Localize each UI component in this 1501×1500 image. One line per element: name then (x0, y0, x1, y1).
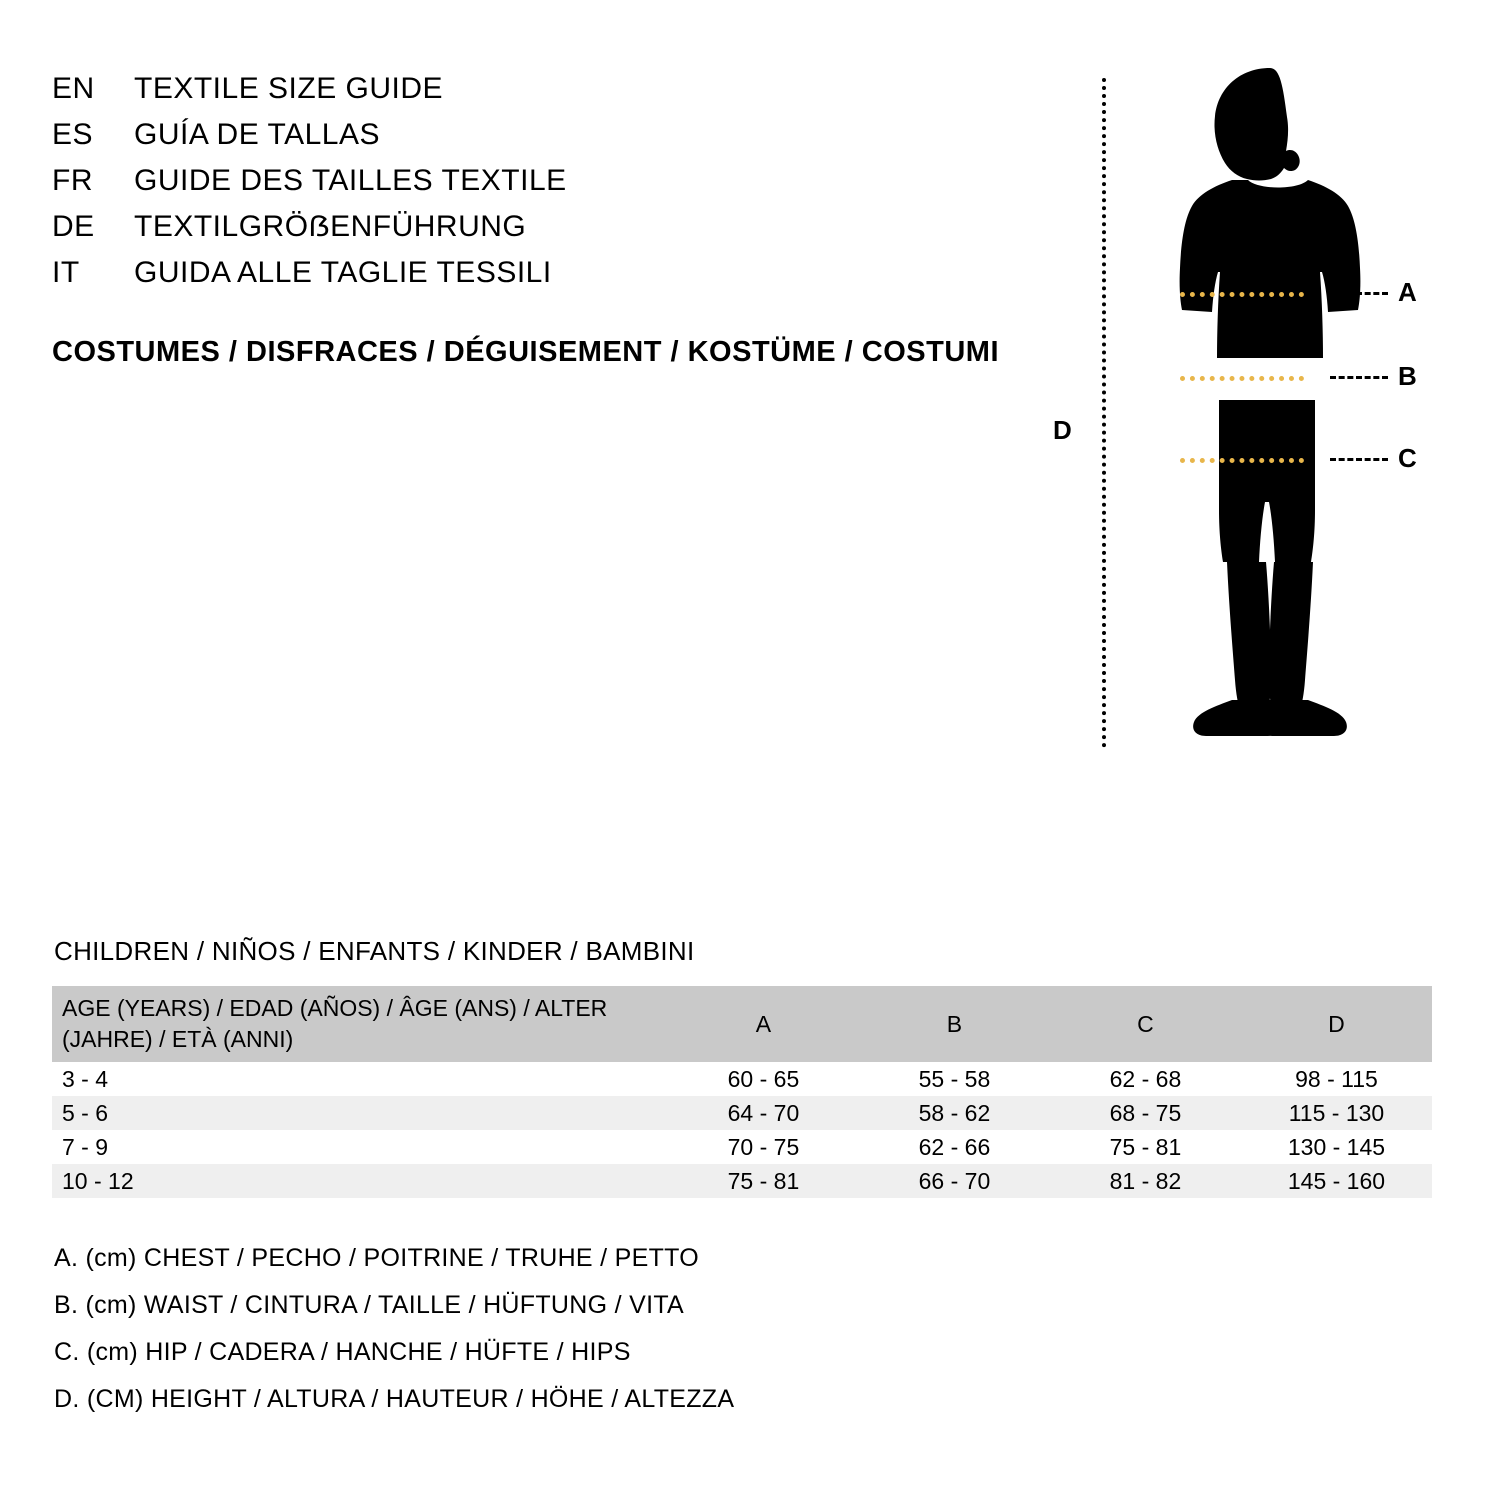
child-silhouette-icon (1120, 60, 1420, 740)
cell-a: 75 - 81 (727, 1167, 800, 1194)
cell-age: 5 - 6 (62, 1099, 109, 1126)
table-body (52, 1062, 1432, 1198)
language-row-fr (52, 164, 1052, 210)
cell-age: 10 - 12 (62, 1167, 134, 1194)
legend-note-d: D. (CM) HEIGHT / ALTURA / HAUTEUR / HÖHE / ALTEZZA (54, 1385, 735, 1413)
language-title-block (52, 72, 1052, 302)
language-code-en: EN (52, 72, 95, 105)
language-code-fr: FR (52, 164, 93, 197)
table-row (52, 1130, 1432, 1164)
cell-age: 7 - 9 (62, 1133, 109, 1160)
column-header-c: C (1137, 1010, 1154, 1037)
table-row (52, 1164, 1432, 1198)
cell-a: 64 - 70 (727, 1099, 800, 1126)
table-group-label: CHILDREN / NIÑOS / ENFANTS / KINDER / BAMBINI (54, 936, 695, 966)
chest-band-a (1180, 292, 1304, 297)
page-subtitle: COSTUMES / DISFRACES / DÉGUISEMENT / KOSTÜME / COSTUMI (52, 336, 999, 368)
cell-d: 145 - 160 (1287, 1167, 1386, 1194)
table-row (52, 1096, 1432, 1130)
language-row-it (52, 256, 1052, 302)
waist-label-b: B (1398, 361, 1417, 391)
cell-b: 55 - 58 (918, 1065, 991, 1092)
language-code-it: IT (52, 256, 80, 289)
cell-d: 98 - 115 (1295, 1065, 1378, 1092)
language-text-en: TEXTILE SIZE GUIDE (134, 72, 444, 105)
height-guide-line (1102, 78, 1106, 748)
language-row-de (52, 210, 1052, 256)
lead-line-c (1330, 458, 1388, 461)
cell-c: 68 - 75 (1109, 1099, 1182, 1126)
language-code-de: DE (52, 210, 95, 243)
waist-band-b (1180, 376, 1304, 381)
language-code-es: ES (52, 118, 94, 151)
hip-label-c: C (1398, 443, 1417, 473)
chest-label-a: A (1398, 277, 1417, 307)
cell-a: 60 - 65 (727, 1065, 800, 1092)
cell-a: 70 - 75 (727, 1133, 800, 1160)
cell-d: 115 - 130 (1288, 1099, 1385, 1126)
language-text-de: TEXTILGRÖẞENFÜHRUNG (134, 210, 527, 243)
cell-b: 66 - 70 (918, 1167, 991, 1194)
legend-note-b: B. (cm) WAIST / CINTURA / TAILLE / HÜFTUNG / VITA (54, 1291, 685, 1319)
cell-b: 58 - 62 (918, 1099, 991, 1126)
language-text-it: GUIDA ALLE TAGLIE TESSILI (134, 256, 552, 289)
table-head (52, 986, 1432, 1062)
cell-b: 62 - 66 (918, 1133, 991, 1160)
cell-c: 81 - 82 (1109, 1167, 1182, 1194)
measurement-legend (54, 1244, 1354, 1432)
column-header-age: AGE (YEARS) / EDAD (AÑOS) / ÂGE (ANS) / ALTER (JAHRE) / ETÀ (ANNI) (62, 994, 608, 1052)
measurement-diagram (1040, 60, 1460, 760)
lead-line-b (1330, 376, 1388, 379)
language-text-es: GUÍA DE TALLAS (134, 118, 380, 151)
table-row (52, 1062, 1432, 1096)
size-table (52, 986, 1432, 1198)
column-header-a: A (755, 1010, 772, 1037)
legend-note-c: C. (cm) HIP / CADERA / HANCHE / HÜFTE / HIPS (54, 1338, 631, 1366)
table-header-row (52, 986, 1432, 1062)
cell-d: 130 - 145 (1287, 1133, 1386, 1160)
language-row-es (52, 118, 1052, 164)
cell-c: 75 - 81 (1109, 1133, 1182, 1160)
column-header-b: B (946, 1010, 963, 1037)
cell-age: 3 - 4 (62, 1065, 109, 1092)
legend-note-a: A. (cm) CHEST / PECHO / POITRINE / TRUHE / PETTO (54, 1244, 700, 1272)
height-label-d: D (1053, 415, 1072, 445)
hip-band-c (1180, 458, 1304, 463)
language-row-en (52, 72, 1052, 118)
column-header-d: D (1328, 1010, 1345, 1037)
lead-line-a (1330, 292, 1388, 295)
language-text-fr: GUIDE DES TAILLES TEXTILE (134, 164, 567, 197)
cell-c: 62 - 68 (1109, 1065, 1182, 1092)
